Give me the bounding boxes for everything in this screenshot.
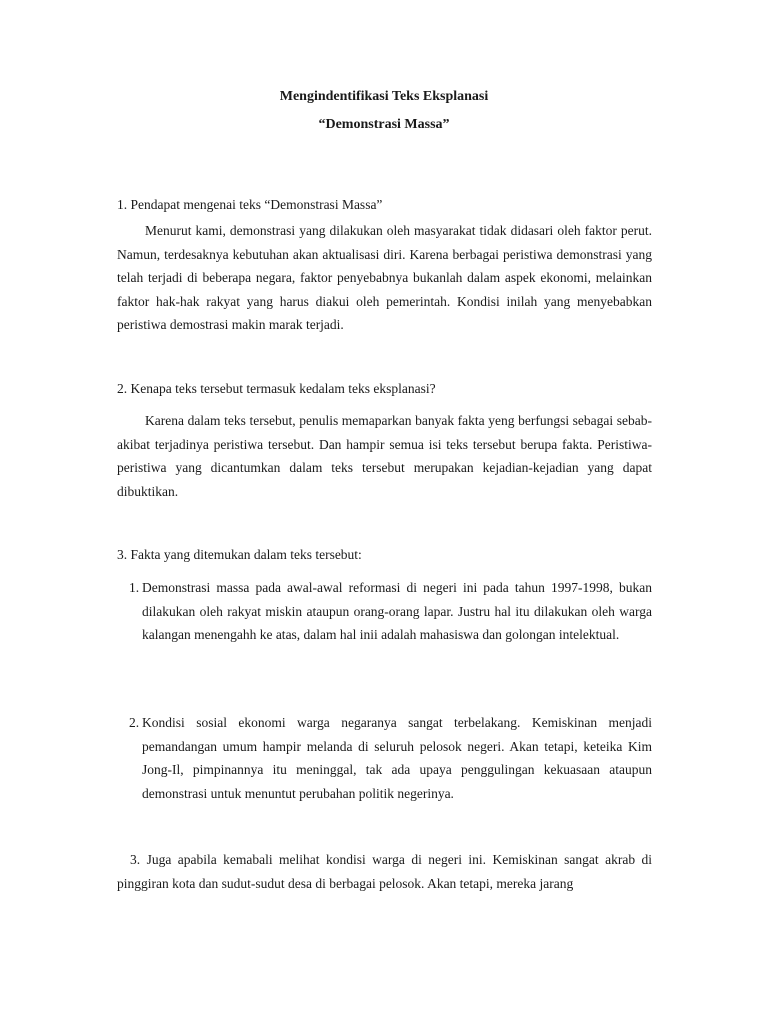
fact-text: Juga apabila kemabali melihat kondisi warga di negeri ini. Kemiskinan sangat akrab di pinggiran kota dan sudut-sudut desa di berbagai pelosok. Akan tetapi, mereka jarang <box>117 852 652 891</box>
section1-paragraph: Menurut kami, demonstrasi yang dilakukan oleh masyarakat tidak didasari oleh faktor perut. Namun, terdesaknya kebutuhan akan aktualisasi diri. Karena berbagai peristiwa demonstrasi yang telah terjadi di beberapa negara, faktor penyebabnya bukanlah dalam aspek ekonomi, melainkan faktor hak-hak rakyat yang harus diakui oleh pemerintah. Kondisi inilah yang menyebabkan peristiwa demostrasi makin marak terjadi. <box>117 223 652 332</box>
fact-item-3 <box>117 848 652 895</box>
fact-number: 1. <box>129 580 140 595</box>
section3-heading: 3. Fakta yang ditemukan dalam teks tersebut: <box>117 547 362 562</box>
document-title: Mengindentifikasi Teks Eksplanasi <box>279 89 489 104</box>
fact-item-1 <box>129 576 652 647</box>
section2-paragraph: Karena dalam teks tersebut, penulis memaparkan banyak fakta yeng berfungsi sebagai sebab-akibat terjadinya peristiwa tersebut. Dan hampir semua isi teks tersebut berupa fakta. Peristiwa-peristiwa yang dicantumkan dalam teks tersebut merupakan kejadian-kejadian yang dapat dibuktikan. <box>117 413 652 499</box>
fact-number: 3. <box>130 852 141 867</box>
fact-number: 2. <box>129 715 140 730</box>
section1-heading: 1. Pendapat mengenai teks “Demonstrasi Massa” <box>117 197 383 212</box>
fact-text: Demonstrasi massa pada awal-awal reformasi di negeri ini pada tahun 1997-1998, bukan dilakukan oleh rakyat miskin ataupun orang-orang lapar. Justru hal itu dilakukan oleh warga kalangan menengahh ke atas, dalam hal inii adalah mahasiswa dan golongan intelektual. <box>142 580 652 642</box>
fact-item-2 <box>129 711 652 805</box>
document-subtitle: “Demonstrasi Massa” <box>318 117 450 132</box>
fact-text: Kondisi sosial ekonomi warga negaranya sangat terbelakang. Kemiskinan menjadi pemandangan umum hampir melanda di seluruh pelosok negeri. Akan tetapi, keteika Kim Jong-Il, pimpinannya itu meninggal, tak ada upaya penggulingan kekuasaan ataupun demonstrasi untuk menuntut perubahan politik negerinya. <box>142 715 652 801</box>
section2-heading: 2. Kenapa teks tersebut termasuk kedalam teks eksplanasi? <box>117 381 436 396</box>
